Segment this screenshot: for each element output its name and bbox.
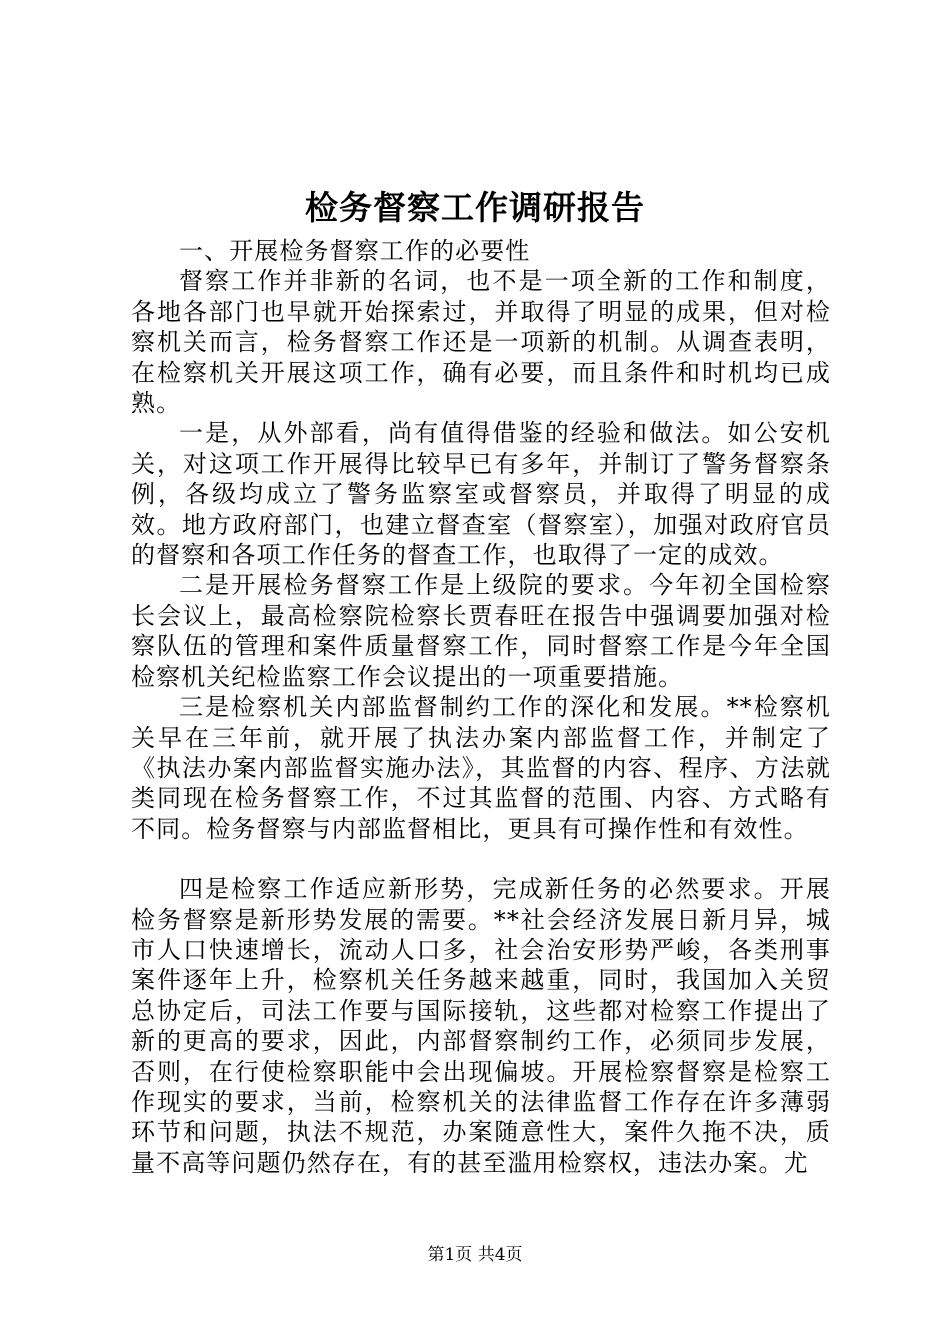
paragraph-point-two: 二是开展检务督察工作是上级院的要求。今年初全国检察长会议上，最高检察院检察长贾春旺在报告中强调要加强对检察队伍的管理和案件质量督察工作，同时督察工作是今年全国检察机关纪检监察工作会议提出的一项重要措施。 (131, 571, 831, 691)
paragraph-spacer (131, 844, 831, 874)
paragraph-intro: 督察工作并非新的名词，也不是一项全新的工作和制度，各地各部门也早就开始探索过，并取得了明显的成果，但对检察机关而言，检务督察工作还是一项新的机制。从调查表明，在检察机关开展这项工作，确有必要，而且条件和时机均已成熟。 (131, 267, 831, 418)
document-body (131, 236, 831, 1178)
page-number-footer: 第1页 共4页 (427, 1245, 523, 1265)
page-title: 检务督察工作调研报告 (305, 188, 645, 227)
section-heading: 一、开展检务督察工作的必要性 (179, 237, 531, 265)
paragraph-point-four: 四是检察工作适应新形势，完成新任务的必然要求。开展检务督察是新形势发展的需要。**社会经济发展日新月异，城市人口快速增长，流动人口多，社会治安形势严峻，各类刑事案件逐年上升，检察机关任务越来越重，同时，我国加入关贸总协定后，司法工作要与国际接轨，这些都对检察工作提出了新的更高的要求，因此，内部督察制约工作，必须同步发展，否则，在行使检察职能中会出现偏坡。开展检察督察是检察工作现实的要求，当前，检察机关的法律监督工作存在许多薄弱环节和问题，执法不规范，办案随意性大，案件久拖不决，质量不高等问题仍然存在，有的甚至滥用检察权，违法办案。尤 (131, 875, 831, 1177)
paragraph-point-three: 三是检察机关内部监督制约工作的深化和发展。**检察机关早在三年前，就开展了执法办案内部监督工作，并制定了《执法办案内部监督实施办法》，其监督的内容、程序、方法就类同现在检务督察工作，不过其监督的范围、内容、方式略有不同。检务督察与内部监督相比，更具有可操作性和有效性。 (131, 693, 831, 843)
paragraph-point-one: 一是，从外部看，尚有值得借鉴的经验和做法。如公安机关，对这项工作开展得比较早已有多年，并制订了警务督察条例，各级均成立了警务监察室或督察员，并取得了明显的成效。地方政府部门，也建立督查室（督察室），加强对政府官员的督察和各项工作任务的督查工作，也取得了一定的成效。 (131, 419, 831, 570)
